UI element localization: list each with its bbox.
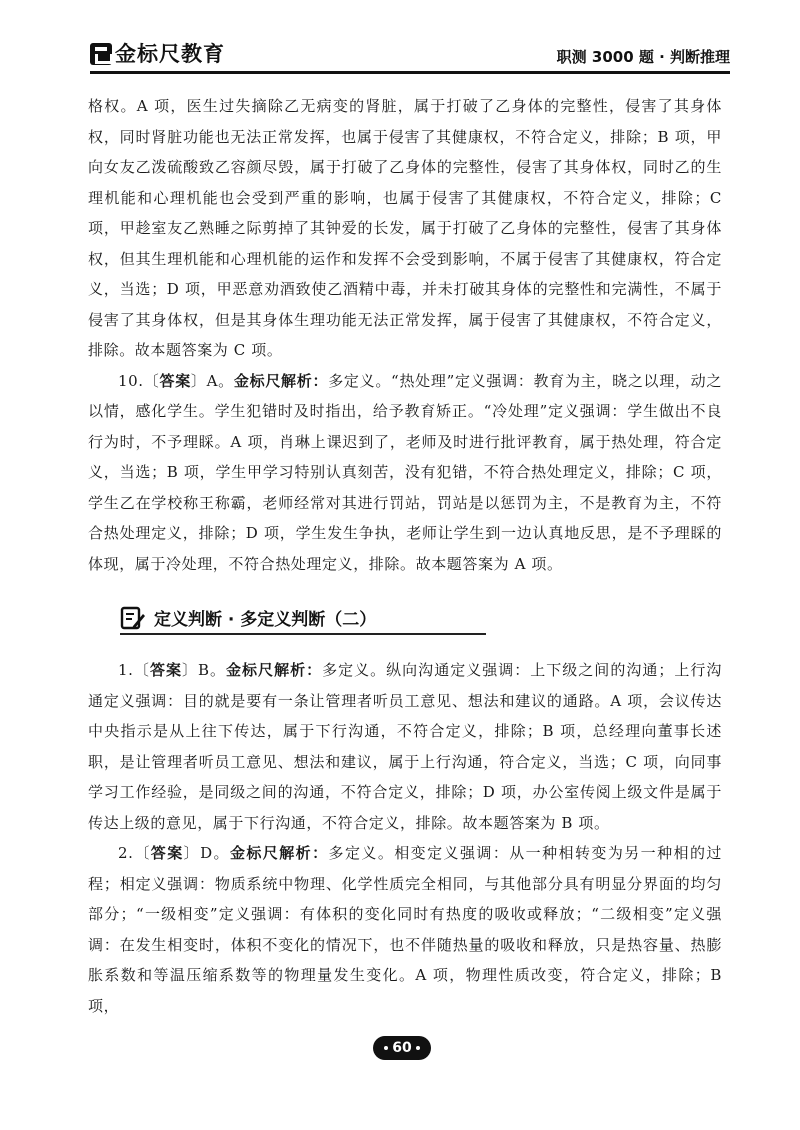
section-title: 定义判断 · 多定义判断（二）	[154, 610, 377, 630]
answer-2-choice: 〕D。	[183, 844, 230, 862]
page-header	[90, 40, 730, 74]
answer-1-prefix: 1.〔	[118, 661, 150, 679]
answer-10-analysis-label: 金标尺解析：	[233, 371, 329, 390]
section-heading	[88, 591, 722, 655]
answer-2-analysis-label: 金标尺解析：	[229, 844, 329, 862]
brand-name: 金标尺教育	[115, 42, 225, 66]
answer-2-prefix: 2.〔	[118, 844, 151, 862]
answer-2-paragraph	[88, 838, 722, 1021]
answer-1-text: 多定义。纵向沟通定义强调：上下级之间的沟通；上行沟通定义强调：目的就是要有一条让管理者听员工意见、想法和建议的通路。A 项，会议传达中央指示是从上往下传达，属于下行沟通，不符合定义，排除；B 项，总经理向董事长述职，是让管理者听员工意见、想法和建议，属于上行沟通，符合定义，当选；C 项，向同事学习工作经验，是同级之间的沟通，不符合定义，排除；D 项，办公室传阅上级文件是属于传达上级的意见，属于下行沟通，不符合定义，排除。故本题答案为 B 项。	[88, 661, 722, 832]
page-number-dot-right	[416, 1046, 420, 1050]
paragraph-continued: 格权。A 项，医生过失摘除乙无病变的肾脏，属于打破了乙身体的完整性，侵害了其身体权，同时肾脏功能也无法正常发挥，也属于侵害了其健康权，不符合定义，排除；B 项，甲向女友乙泼硫酸致乙容颜尽毁，属于打破了乙身体的完整性，侵害了其身体权，同时乙的生理机能和心理机能也会受到严重的影响，也属于侵害了其健康权，不符合定义，排除；C 项，甲趁室友乙熟睡之际剪掉了其钟爱的长发，属于打破了乙身体的完整性，侵害了其身体权，但其生理机能和心理机能的运作和发挥不会受到影响，不属于侵害了其健康权，符合定义，当选；D 项，甲恶意劝酒致使乙酒精中毒，并未打破其身体的完整性和完满性，不属于侵害了其身体权，但是其身体生理功能无法正常发挥，属于侵害了其健康权，不符合定义，排除。故本题答案为 C 项。	[88, 97, 722, 359]
answer-2-text: 多定义。相变定义强调：从一种相转变为另一种相的过程；相定义强调：物质系统中物理、化学性质完全相同，与其他部分具有明显分界面的均匀部分；“一级相变”定义强调：有体积的变化同时有热度的吸收或释放；“二级相变”定义强调：在发生相变时，体积不变化的情况下，也不伴随热量的吸收和释放，只是热容量、热膨胀系数和等温压缩系数等的物理量发生变化。A 项，物理性质改变，符合定义，排除；B 项，	[88, 844, 722, 1015]
answer-1-analysis-label: 金标尺解析：	[226, 661, 323, 679]
answer-10-paragraph	[88, 366, 722, 580]
answer-1-choice: 〕B。	[181, 661, 227, 679]
brand-logo	[90, 42, 225, 66]
answer-10-choice: 〕A。	[190, 371, 234, 390]
answer-10-label: 答案	[159, 371, 191, 390]
answer-1-label: 答案	[149, 661, 182, 679]
answer-10-prefix: 10.〔	[118, 371, 160, 390]
answer-10-text: 多定义。“热处理”定义强调：教育为主，晓之以理，动之以情，感化学生。学生犯错时及时指出，给予教育矫正。“冷处理”定义强调：学生做出不良行为时，不予理睬。A 项，肖琳上课迟到了，老师及时进行批评教育，属于热处理，符合定义，当选；B 项，学生甲学习特别认真刻苦，没有犯错，不符合热处理定义，排除；C 项，学生乙在学校称王称霸，老师经常对其进行罚站，罚站是以惩罚为主，不是教育为主，不符合热处理定义，排除；D 项，学生发生争执，老师让学生到一边认真地反思，是不予理睬的体现，属于冷处理，不符合热处理定义，排除。故本题答案为 A 项。	[88, 371, 722, 573]
edit-note-icon	[120, 605, 146, 631]
page-number-dot-left	[384, 1046, 388, 1050]
answer-2-label: 答案	[150, 844, 184, 862]
book-title: 职测 3000 题 · 判断推理	[556, 48, 730, 66]
brand-logo-icon	[90, 43, 112, 65]
page-content	[88, 91, 722, 1021]
page-number-value: 60	[392, 1040, 412, 1056]
answer-1-paragraph	[88, 655, 722, 838]
page-number	[373, 1036, 431, 1060]
section-underline	[120, 633, 486, 635]
